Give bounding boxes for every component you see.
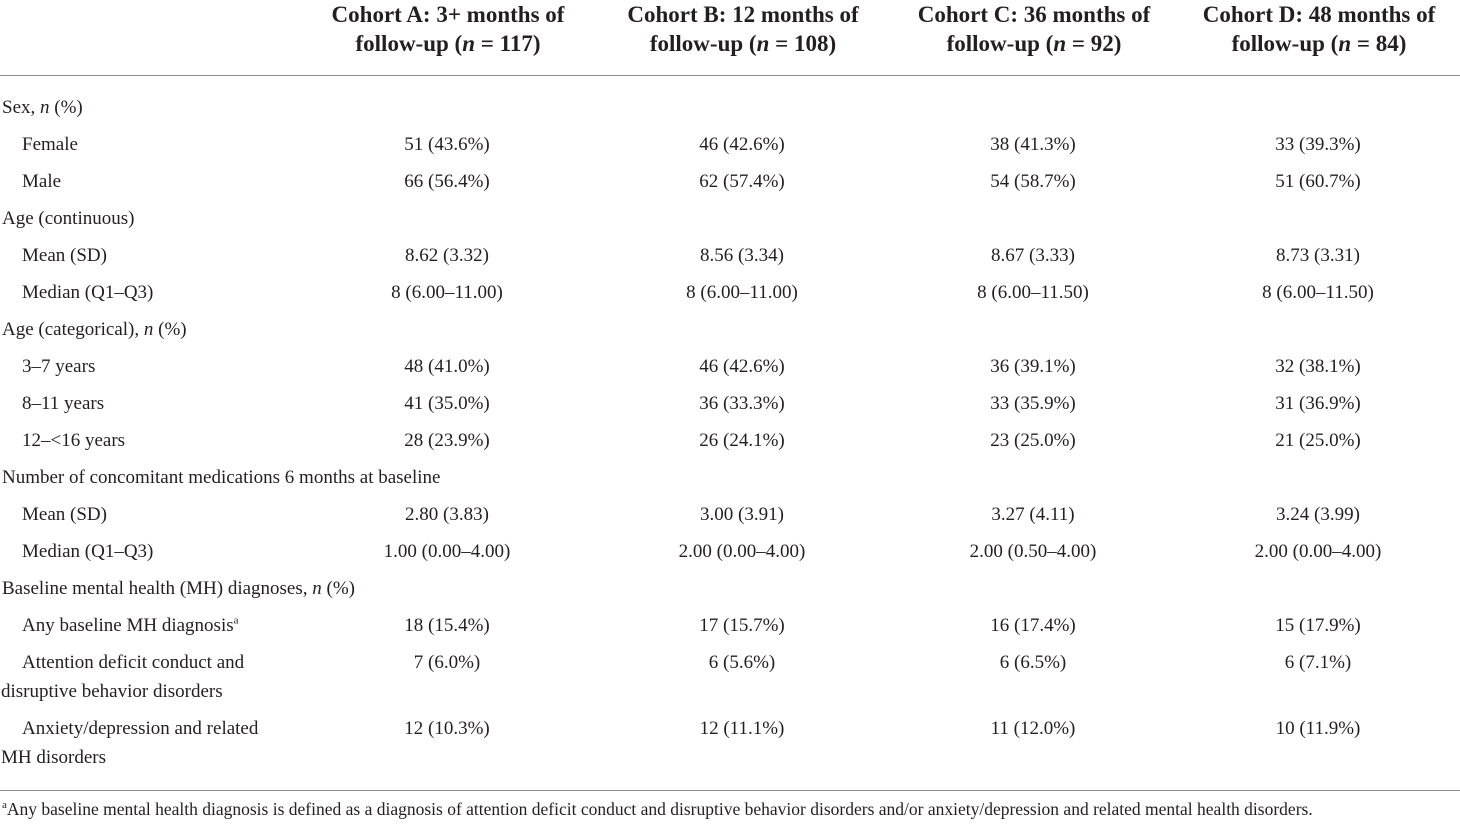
- column-header-cohort-b: [596, 0, 890, 76]
- cell-cohort-a: 41 (35.0%): [404, 393, 490, 414]
- cell-cohort-c: 8 (6.00–11.50): [977, 282, 1089, 303]
- cell-cohort-c: 36 (39.1%): [990, 356, 1076, 377]
- table-footnote: [2, 797, 1458, 821]
- table-row-female: [0, 126, 1460, 163]
- cell-cohort-d: 21 (25.0%): [1275, 430, 1361, 451]
- cell-cohort-c: 23 (25.0%): [990, 430, 1076, 451]
- cell-cohort-d: 6 (7.1%): [1284, 652, 1352, 673]
- cell-cohort-a: 7 (6.0%): [413, 652, 481, 673]
- cell-cohort-a: 8 (6.00–11.00): [391, 282, 503, 303]
- section-row-age-categorical: [0, 311, 1460, 348]
- row-label: Anxiety/depression and related MH disorders: [0, 710, 300, 791]
- cell-cohort-a: 1.00 (0.00–4.00): [383, 541, 511, 562]
- section-label: Age (categorical), n (%): [2, 319, 187, 340]
- column-header-line1: Cohort B: 12 months of: [627, 2, 859, 27]
- row-label: Attention deficit conduct and disruptive behavior disorders: [1, 652, 245, 702]
- row-label: Any baseline MH diagnosis$^a$: [22, 614, 239, 636]
- cell-cohort-d: 15 (17.9%): [1275, 615, 1361, 636]
- table-row-meds-median: [0, 533, 1460, 570]
- cell-cohort-d: 31 (36.9%): [1275, 393, 1361, 414]
- row-label: Mean (SD): [22, 245, 107, 266]
- section-label: Sex, n (%): [2, 97, 83, 118]
- cell-cohort-b: 2.00 (0.00–4.00): [678, 541, 806, 562]
- cell-cohort-a: 2.80 (3.83): [405, 504, 489, 525]
- row-label: Median (Q1–Q3): [22, 282, 154, 303]
- header-row: [0, 0, 1460, 76]
- cell-cohort-a: 8.62 (3.32): [405, 245, 489, 266]
- cell-cohort-b: 6 (5.6%): [708, 652, 776, 673]
- table-row-mh-any: [0, 607, 1460, 644]
- cell-cohort-d: 3.24 (3.99): [1276, 504, 1360, 525]
- footnote-marker: a: [233, 614, 239, 627]
- cell-cohort-c: 3.27 (4.11): [991, 504, 1075, 525]
- table-row-mh-adhd: [0, 644, 1460, 710]
- cell-cohort-c: 6 (6.5%): [999, 652, 1067, 673]
- row-label: Mean (SD): [22, 504, 107, 525]
- column-header-line2: follow-up (n = 117): [355, 31, 541, 56]
- section-label: Baseline mental health (MH) diagnoses, n (%): [2, 578, 355, 599]
- footnote-text: Any baseline mental health diagnosis is defined as a diagnosis of attention deficit conduct and disruptive behavior disorders and/or anxiety/depression and related mental health disorders.: [6, 799, 1313, 819]
- section-row-medications: [0, 459, 1460, 496]
- section-label: Age (continuous): [2, 208, 135, 229]
- section-row-mental-health: [0, 570, 1460, 607]
- cell-cohort-d: 8 (6.00–11.50): [1262, 282, 1374, 303]
- footnote-marker: a: [2, 799, 7, 812]
- cell-cohort-d: 32 (38.1%): [1275, 356, 1361, 377]
- cell-cohort-d: 33 (39.3%): [1275, 134, 1361, 155]
- row-label: 3–7 years: [22, 356, 96, 377]
- column-header-line2: follow-up (n = 92): [946, 31, 1122, 56]
- column-header-line1: Cohort A: 3+ months of: [331, 2, 565, 27]
- cell-cohort-b: 46 (42.6%): [699, 134, 785, 155]
- cell-cohort-c: 2.00 (0.50–4.00): [969, 541, 1097, 562]
- column-header-cohort-c: [890, 0, 1178, 76]
- cell-cohort-a: 28 (23.9%): [404, 430, 490, 451]
- cell-cohort-a: 12 (10.3%): [300, 710, 596, 791]
- cell-cohort-b: 36 (33.3%): [699, 393, 785, 414]
- cell-cohort-a: 48 (41.0%): [404, 356, 490, 377]
- section-row-age-continuous: [0, 200, 1460, 237]
- table-row-age-3-7: [0, 348, 1460, 385]
- cell-cohort-c: 16 (17.4%): [990, 615, 1076, 636]
- cell-cohort-a: 66 (56.4%): [404, 171, 490, 192]
- row-label: Male: [22, 171, 62, 192]
- cell-cohort-b: 17 (15.7%): [699, 615, 785, 636]
- cell-cohort-b: 62 (57.4%): [699, 171, 785, 192]
- row-label: Female: [22, 134, 78, 155]
- column-header-cohort-d: [1178, 0, 1460, 76]
- row-label: Median (Q1–Q3): [22, 541, 154, 562]
- cell-cohort-c: 33 (35.9%): [990, 393, 1076, 414]
- cell-cohort-c: 8.67 (3.33): [991, 245, 1075, 266]
- table-row-age-12-16: [0, 422, 1460, 459]
- table-row-age-median: [0, 274, 1460, 311]
- cell-cohort-c: 11 (12.0%): [890, 710, 1178, 791]
- cell-cohort-d: 51 (60.7%): [1275, 171, 1361, 192]
- table-row-age-mean: [0, 237, 1460, 274]
- table-row-meds-mean: [0, 496, 1460, 533]
- table-row-mh-anxiety: [0, 710, 1460, 791]
- table-header: [0, 0, 1460, 76]
- column-header-line1: Cohort C: 36 months of: [917, 2, 1151, 27]
- cell-cohort-d: 2.00 (0.00–4.00): [1254, 541, 1382, 562]
- row-label: 8–11 years: [22, 393, 105, 414]
- cell-cohort-c: 54 (58.7%): [990, 171, 1076, 192]
- cell-cohort-d: 10 (11.9%): [1178, 710, 1460, 791]
- section-label: Number of concomitant medications 6 months at baseline: [2, 467, 441, 488]
- cell-cohort-b: 46 (42.6%): [699, 356, 785, 377]
- column-header-line2: follow-up (n = 108): [649, 31, 837, 56]
- cell-cohort-a: 18 (15.4%): [404, 615, 490, 636]
- table-row-male: [0, 163, 1460, 200]
- cell-cohort-a: 51 (43.6%): [404, 134, 490, 155]
- row-label: 12–<16 years: [22, 430, 126, 451]
- column-header-cohort-a: [300, 0, 596, 76]
- cell-cohort-b: 8 (6.00–11.00): [686, 282, 798, 303]
- cell-cohort-d: 8.73 (3.31): [1276, 245, 1360, 266]
- table-row-age-8-11: [0, 385, 1460, 422]
- cell-cohort-b: 26 (24.1%): [699, 430, 785, 451]
- cell-cohort-b: 3.00 (3.91): [700, 504, 784, 525]
- cell-cohort-b: 12 (11.1%): [596, 710, 890, 791]
- table-body: [0, 76, 1460, 791]
- cell-cohort-b: 8.56 (3.34): [700, 245, 784, 266]
- column-header-line1: Cohort D: 48 months of: [1202, 2, 1436, 27]
- column-header-line2: follow-up (n = 84): [1231, 31, 1407, 56]
- section-row-sex: [0, 76, 1460, 127]
- stub-header: [0, 0, 300, 76]
- cell-cohort-c: 38 (41.3%): [990, 134, 1076, 155]
